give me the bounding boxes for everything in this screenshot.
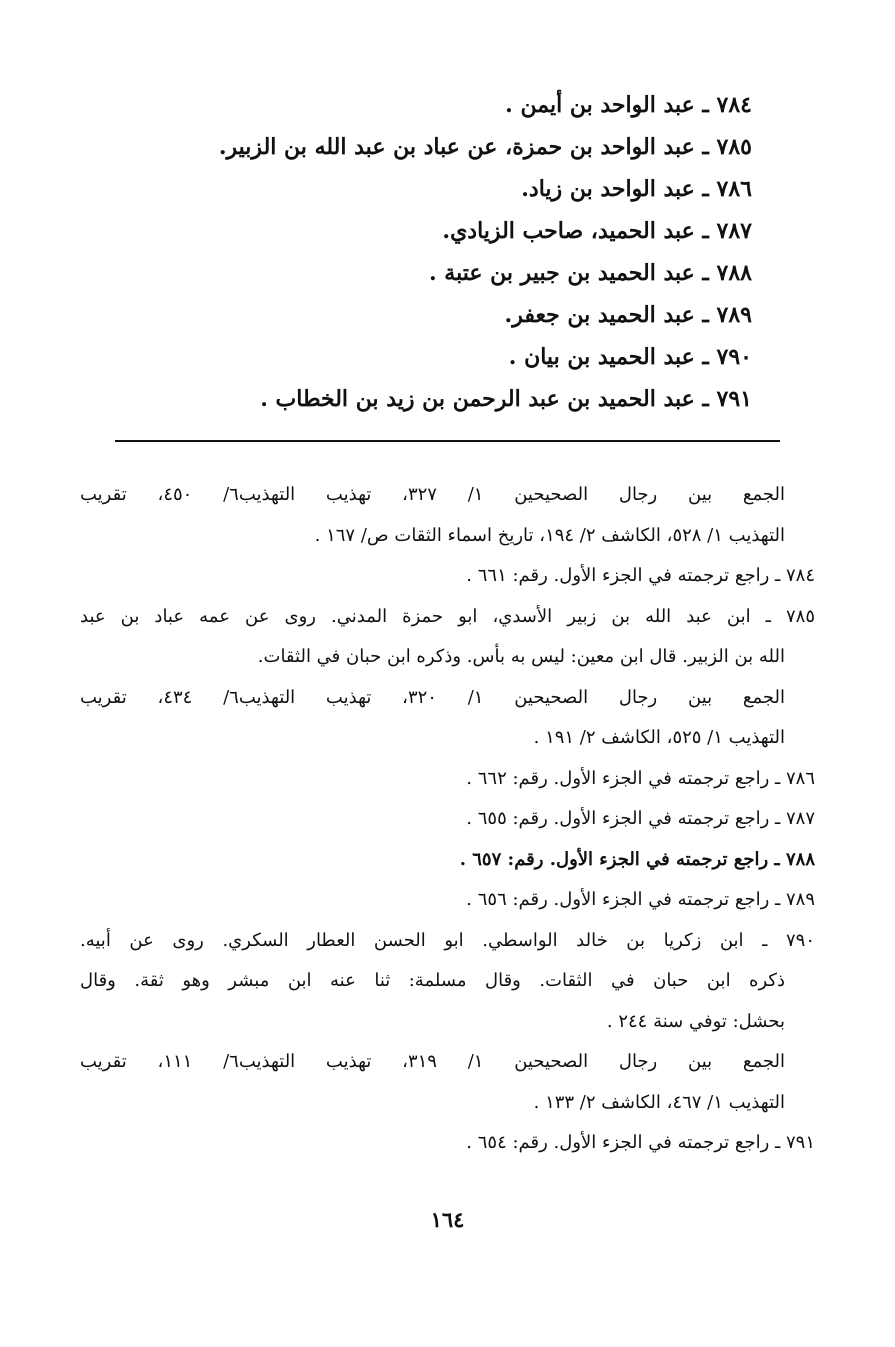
entry-785: ٧٨٥ ـ عبد الواحد بن حمزة، عن عباد بن عبد الله بن الزبير. — [218, 134, 752, 160]
footnote-divider — [115, 440, 780, 442]
footnote-line: بحشل: توفي سنة ٢٤٤ . — [606, 1010, 785, 1032]
entry-791: ٧٩١ ـ عبد الحميد بن عبد الرحمن بن زيد بن الخطاب . — [260, 386, 752, 412]
page-number: ١٦٤ — [430, 1207, 465, 1232]
footnote-line: الله بن الزبير. قال ابن معين: ليس به بأس. وذكره ابن حبان في الثقات. — [257, 646, 785, 667]
footnote-line: التهذيب ١/ ٥٢٨، الكاشف ٢/ ١٩٤، تاريخ اسماء الثقات ص/ ١٦٧ . — [314, 524, 785, 546]
footnote-line: ذكره ابن حبان في الثقات. وقال مسلمة: ثنا عنه ابن مبشر وهو ثقة. وقال — [80, 970, 785, 991]
entry-788: ٧٨٨ ـ عبد الحميد بن جبير بن عتبة . — [428, 260, 752, 286]
footnote-line: ٧٨٩ ـ راجع ترجمته في الجزء الأول. رقم: ٦٥٦ . — [466, 889, 815, 910]
footnote-line: الجمع بين رجال الصحيحين ١/ ٣٢٠، تهذيب التهذيب٦/ ٤٣٤، تقريب — [80, 686, 785, 708]
footnote-line: ٧٨٤ ـ راجع ترجمته في الجزء الأول. رقم: ٦٦١ . — [466, 565, 815, 586]
entry-789: ٧٨٩ ـ عبد الحميد بن جعفر. — [504, 302, 752, 328]
entry-787: ٧٨٧ ـ عبد الحميد، صاحب الزيادي. — [442, 218, 752, 244]
footnote-line: ٧٩٠ ـ ابن زكريا بن خالد الواسطي. ابو الحسن العطار السكري. روى عن أبيه. — [80, 929, 815, 951]
footnote-line: التهذيب ١/ ٤٦٧، الكاشف ٢/ ١٣٣ . — [533, 1091, 785, 1113]
footnote-line: الجمع بين رجال الصحيحين ١/ ٣١٩، تهذيب التهذيب٦/ ١١١، تقريب — [80, 1051, 785, 1072]
footnote-line: التهذيب ١/ ٥٢٥، الكاشف ٢/ ١٩١ . — [533, 727, 785, 748]
entry-784: ٧٨٤ ـ عبد الواحد بن أيمن . — [505, 92, 752, 118]
footnotes — [80, 475, 815, 1164]
footnote-line: الجمع بين رجال الصحيحين ١/ ٣٢٧، تهذيب التهذيب٦/ ٤٥٠، تقريب — [80, 484, 785, 505]
footnote-line: ٧٨٦ ـ راجع ترجمته في الجزء الأول. رقم: ٦٦٢ . — [466, 767, 815, 789]
footnote-line: ٧٩١ ـ راجع ترجمته في الجزء الأول. رقم: ٦٥٤ . — [466, 1132, 815, 1153]
footnote-line: ٧٨٥ ـ ابن عبد الله بن زبير الأسدي، ابو حمزة المدني. روى عن عمه عباد بن عبد — [80, 605, 815, 627]
entry-list — [112, 84, 752, 420]
entry-790: ٧٩٠ ـ عبد الحميد بن بيان . — [508, 344, 752, 370]
entry-786: ٧٨٦ ـ عبد الواحد بن زياد. — [521, 176, 752, 202]
footnote-line: ٧٨٨ ـ راجع ترجمته في الجزء الأول. رقم: ٦٥٧ . — [459, 848, 815, 870]
footnote-line: ٧٨٧ ـ راجع ترجمته في الجزء الأول. رقم: ٦٥٥ . — [466, 808, 815, 829]
